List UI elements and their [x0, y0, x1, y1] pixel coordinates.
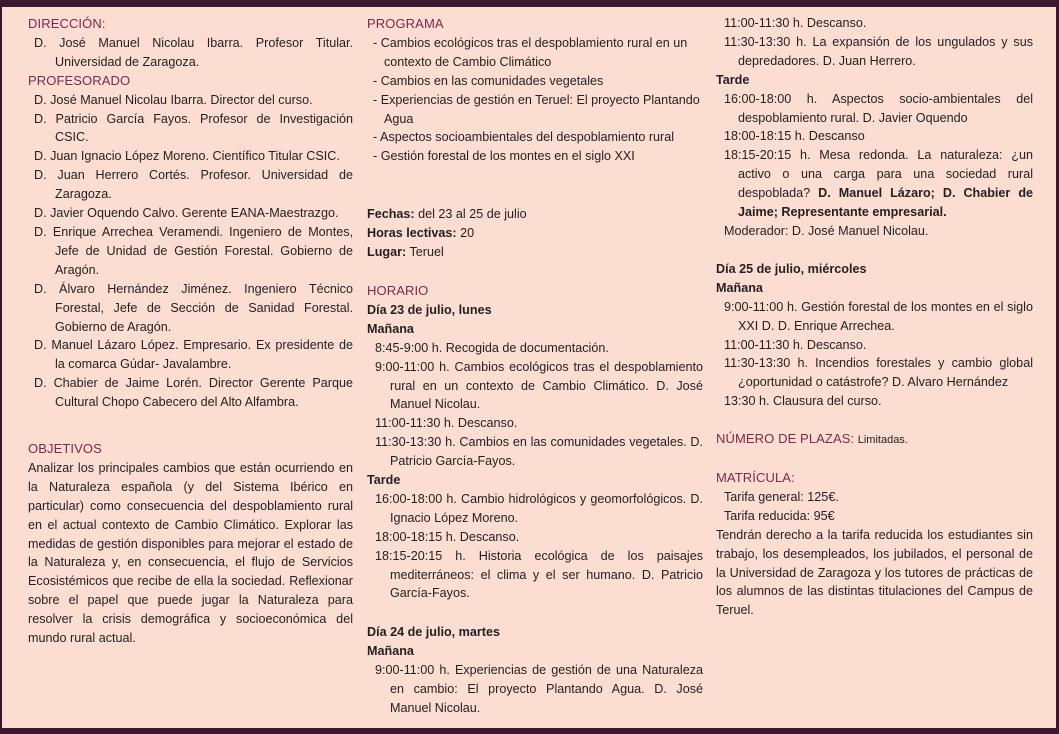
horas-line: [367, 224, 703, 243]
objetivos-text: Analizar los principales cambios que están ocurriendo en la Naturaleza española (y del Sistema Ibérico en particular) como consecuencia del despoblamiento rural en el actual contexto de Cambio Climático. Explorar las medidas de gestión disponibles para mejorar el estado de la Naturaleza y, en consecuencia, el flujo de Servicios Ecosistémicos que recibe de ella la sociedad. Reflexionar sobre el papel que puede jugar la Naturaleza para resolver la crisis demográfica y socioeconómica del mundo rural actual.: [28, 460, 353, 646]
column-right: [716, 14, 1033, 620]
schedule-item: 8:45-9:00 h. Recogida de documentación.: [375, 340, 609, 355]
dia25-title: Día 25 de julio, miércoles: [716, 261, 867, 276]
profesor-item: D. Juan Ignacio López Moreno. Científico Titular CSIC.: [34, 149, 340, 164]
schedule-item: 16:00-18:00 h. Aspectos socio-ambientales del despoblamiento rural. D. Javier Oquendo: [724, 91, 1033, 125]
profesor-item: D. Manuel Lázaro López. Empresario. Ex presidente de la comarca Gúdar- Javalambre.: [34, 338, 353, 372]
matricula-heading: MATRÍCULA:: [716, 470, 795, 486]
schedule-item: 11:30-13:30 h. La expansión de los ungulados y sus depredadores. D. Juan Herrero.: [724, 34, 1033, 68]
dia24-title: Día 24 de julio, martes: [367, 625, 500, 640]
profesor-item: D. Javier Oquendo Calvo. Gerente EANA-Maestrazgo.: [34, 206, 339, 221]
fechas-value: del 23 al 25 de julio: [418, 207, 527, 222]
horario-heading: HORARIO: [367, 282, 429, 298]
schedule-item: 18:00-18:15 h. Descanso.: [375, 529, 520, 544]
dia23-title: Día 23 de julio, lunes: [367, 302, 492, 317]
schedule-item: 13:30 h. Clausura del curso.: [724, 394, 882, 409]
column-left: [28, 15, 353, 648]
schedule-item: 11:00-11:30 h. Descanso.: [375, 416, 518, 431]
profesor-item: D. Chabier de Jaime Lorén. Director Gerente Parque Cultural Chopo Cabecero del Alto Alfambra.: [34, 376, 353, 410]
programa-item: - Cambios en las comunidades vegetales: [373, 73, 604, 88]
programa-item: - Aspectos socioambientales del despoblamiento rural: [373, 130, 675, 145]
bottom-border: [0, 728, 1059, 734]
lugar-value: Teruel: [409, 245, 444, 260]
schedule-item: 9:00-11:00 h. Experiencias de gestión de una Naturaleza en cambio: El proyecto Plantando Agua. D. José Manuel Nicolau.: [375, 663, 703, 715]
column-middle: [367, 15, 703, 718]
matricula-text: Tendrán derecho a la tarifa reducida los estudiantes sin trabajo, los desempleados, los jubilados, el personal de la Universidad de Zaragoza y los tutores de prácticas de los alumnos de las distintas titulaciones del Campus de Teruel.: [716, 527, 1033, 618]
dia23-tarde-label: Tarde: [367, 473, 401, 488]
profesor-item: D. Álvaro Hernández Jiménez. Ingeniero Técnico Forestal, Jefe de Sección de Sanidad Forestal. Gobierno de Aragón.: [34, 281, 353, 334]
schedule-item: 11:00-11:30 h. Descanso.: [724, 337, 867, 352]
objetivos-heading: OBJETIVOS: [28, 441, 102, 457]
dia23-manana-label: Mañana: [367, 321, 414, 336]
schedule-item: 11:30-13:30 h. Incendios forestales y cambio global ¿oportunidad o catástrofe? D. Alvaro Hernández: [724, 356, 1033, 390]
profesor-item: D. Juan Herrero Cortés. Profesor. Universidad de Zaragoza.: [34, 168, 353, 202]
plazas-value: Limitadas.: [857, 434, 908, 447]
schedule-item: 18:00-18:15 h. Descanso: [724, 129, 865, 144]
mesa-redonda-item: [716, 146, 1033, 222]
profesor-item: D. José Manuel Nicolau Ibarra. Director del curso.: [34, 92, 313, 107]
profesor-item: D. Patricio García Fayos. Profesor de Investigación CSIC.: [34, 111, 353, 145]
programa-heading: PROGRAMA: [367, 16, 444, 31]
schedule-item: 9:00-11:00 h. Gestión forestal de los montes en el siglo XXI D. D. Enrique Arrechea.: [724, 299, 1033, 333]
lugar-label: Lugar:: [367, 245, 407, 260]
horas-value: 20: [460, 226, 475, 241]
programa-item: - Experiencias de gestión en Teruel: El proyecto Plantando Agua: [373, 92, 700, 126]
dia25-manana-label: Mañana: [716, 280, 763, 295]
dia24-tarde-label: Tarde: [716, 72, 750, 87]
fechas-line: [367, 205, 703, 224]
profesorado-heading: PROFESORADO: [28, 72, 131, 88]
left-border: [0, 0, 2, 734]
schedule-item: 11:30-13:30 h. Cambios en las comunidades vegetales. D. Patricio García-Fayos.: [375, 435, 703, 469]
direccion-heading: DIRECCIÓN:: [28, 16, 106, 31]
horas-label: Horas lectivas:: [367, 226, 457, 241]
schedule-item: 16:00-18:00 h. Cambio hidrológicos y geomorfológicos. D. Ignacio López Moreno.: [375, 491, 703, 525]
tarifa-general: Tarifa general: 125€.: [724, 489, 839, 504]
programa-item: - Gestión forestal de los montes en el siglo XXI: [373, 149, 635, 164]
plazas-label: NÚMERO DE PLAZAS:: [716, 431, 855, 447]
mesa-redonda-participants: D. Manuel Lázaro; D. Chabier de Jaime; Representante empresarial.: [738, 186, 1034, 220]
plazas-line: [716, 430, 1033, 450]
moderador: Moderador: D. José Manuel Nicolau.: [724, 223, 929, 238]
direccion-item: D. José Manuel Nicolau Ibarra. Profesor Titular. Universidad de Zaragoza.: [34, 35, 353, 69]
fechas-label: Fechas:: [367, 207, 415, 222]
top-border: [0, 0, 1059, 7]
mesa-redonda-text: 18:15-20:15 h. Mesa redonda. La naturaleza: ¿un activo o una carga para una sociedad rural despoblada?: [724, 148, 1033, 201]
profesor-item: D. Enrique Arrechea Veramendi. Ingeniero de Montes, Jefe de Unidad de Gestión Forestal. Gobierno de Aragón.: [34, 224, 353, 277]
dia24-manana-label: Mañana: [367, 644, 414, 659]
tarifa-reducida: Tarifa reducida: 95€: [724, 508, 835, 523]
schedule-item: 11:00-11:30 h. Descanso.: [724, 16, 867, 30]
programa-item: - Cambios ecológicos tras el despoblamiento rural en un contexto de Cambio Climático: [373, 35, 688, 69]
schedule-item: 9:00-11:00 h. Cambios ecológicos tras el despoblamiento rural en un contexto de Cambio Climático. D. José Manuel Nicolau.: [375, 359, 703, 412]
schedule-item: 18:15-20:15 h. Historia ecológica de los paisajes mediterráneos: el clima y el ser humano. D. Patricio García-Fayos.: [375, 548, 703, 601]
lugar-line: [367, 243, 703, 262]
